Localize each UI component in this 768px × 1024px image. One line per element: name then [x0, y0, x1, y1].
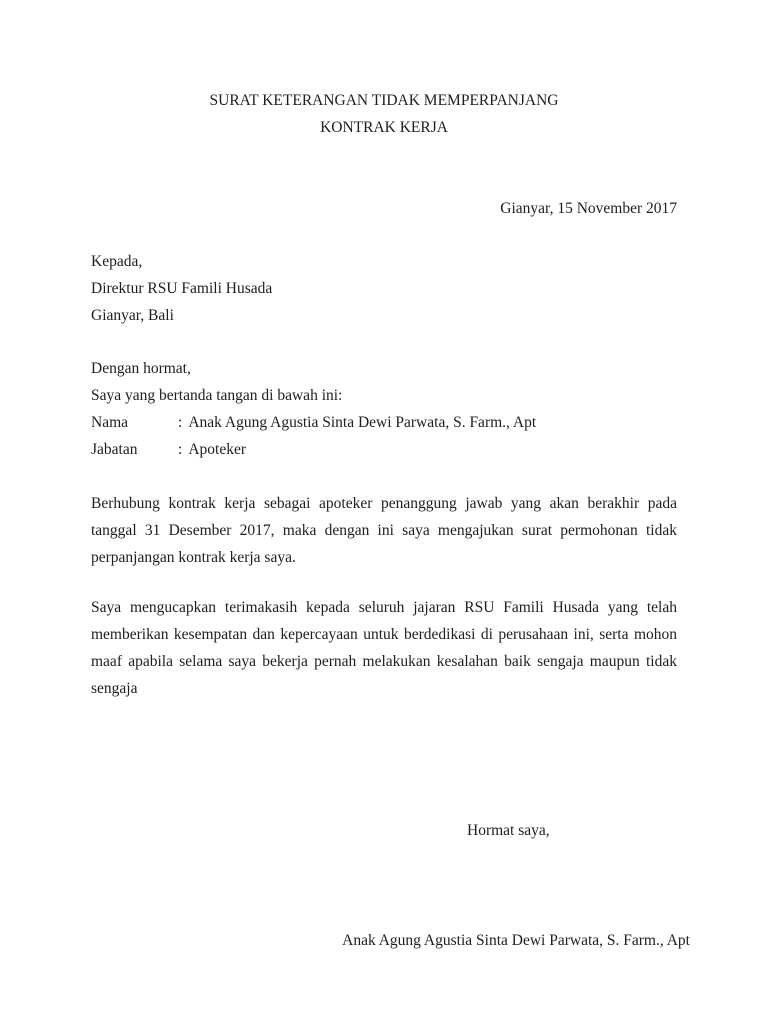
- identity-value-position: Apoteker: [188, 441, 246, 458]
- paragraph-gratitude: Saya mengucapkan terimakasih kepada seluruh jajaran RSU Famili Husada yang telah memberikan kesempatan dan kepercayaan untuk berdedikasi di perusahaan ini, serta mohon maaf apabila selama saya bekerja pernah melakukan kesalahan baik sengaja maupun tidak sengaja: [91, 599, 677, 697]
- identity-label-position: Jabatan: [91, 441, 138, 458]
- intro-line: Saya yang bertanda tangan di bawah ini:: [91, 387, 343, 404]
- identity-label-name: Nama: [91, 414, 129, 431]
- identity-row-position: [91, 436, 677, 463]
- letter-title-line-1: SURAT KETERANGAN TIDAK MEMPERPANJANG: [209, 92, 559, 109]
- identity-separator: :: [178, 441, 183, 458]
- identity-separator: :: [178, 414, 183, 431]
- greeting-line: Dengan hormat,: [91, 360, 191, 377]
- letter-title-line-2: KONTRAK KERJA: [320, 119, 448, 136]
- recipient-location: Gianyar, Bali: [91, 307, 174, 324]
- signer-name: Anak Agung Agustia Sinta Dewi Parwata, S. Farm., Apt: [342, 932, 690, 949]
- opening-block: [91, 355, 677, 463]
- closing-salutation: Hormat saya,: [467, 822, 550, 839]
- identity-row-name: [91, 409, 677, 436]
- recipient-salutation: Kepada,: [91, 253, 143, 270]
- letter-title: [91, 87, 677, 141]
- recipient-name: Direktur RSU Famili Husada: [91, 280, 273, 297]
- paragraph-contract-nonrenewal: Berhubung kontrak kerja sebagai apoteker penanggung jawab yang akan berakhir pada tanggal 31 Desember 2017, maka dengan ini saya mengajukan surat permohonan tidak perpanjangan kontrak kerja saya.: [91, 495, 677, 566]
- recipient-block: [91, 248, 677, 329]
- place-date-line: Gianyar, 15 November 2017: [500, 200, 677, 217]
- identity-value-name: Anak Agung Agustia Sinta Dewi Parwata, S. Farm., Apt: [188, 414, 537, 431]
